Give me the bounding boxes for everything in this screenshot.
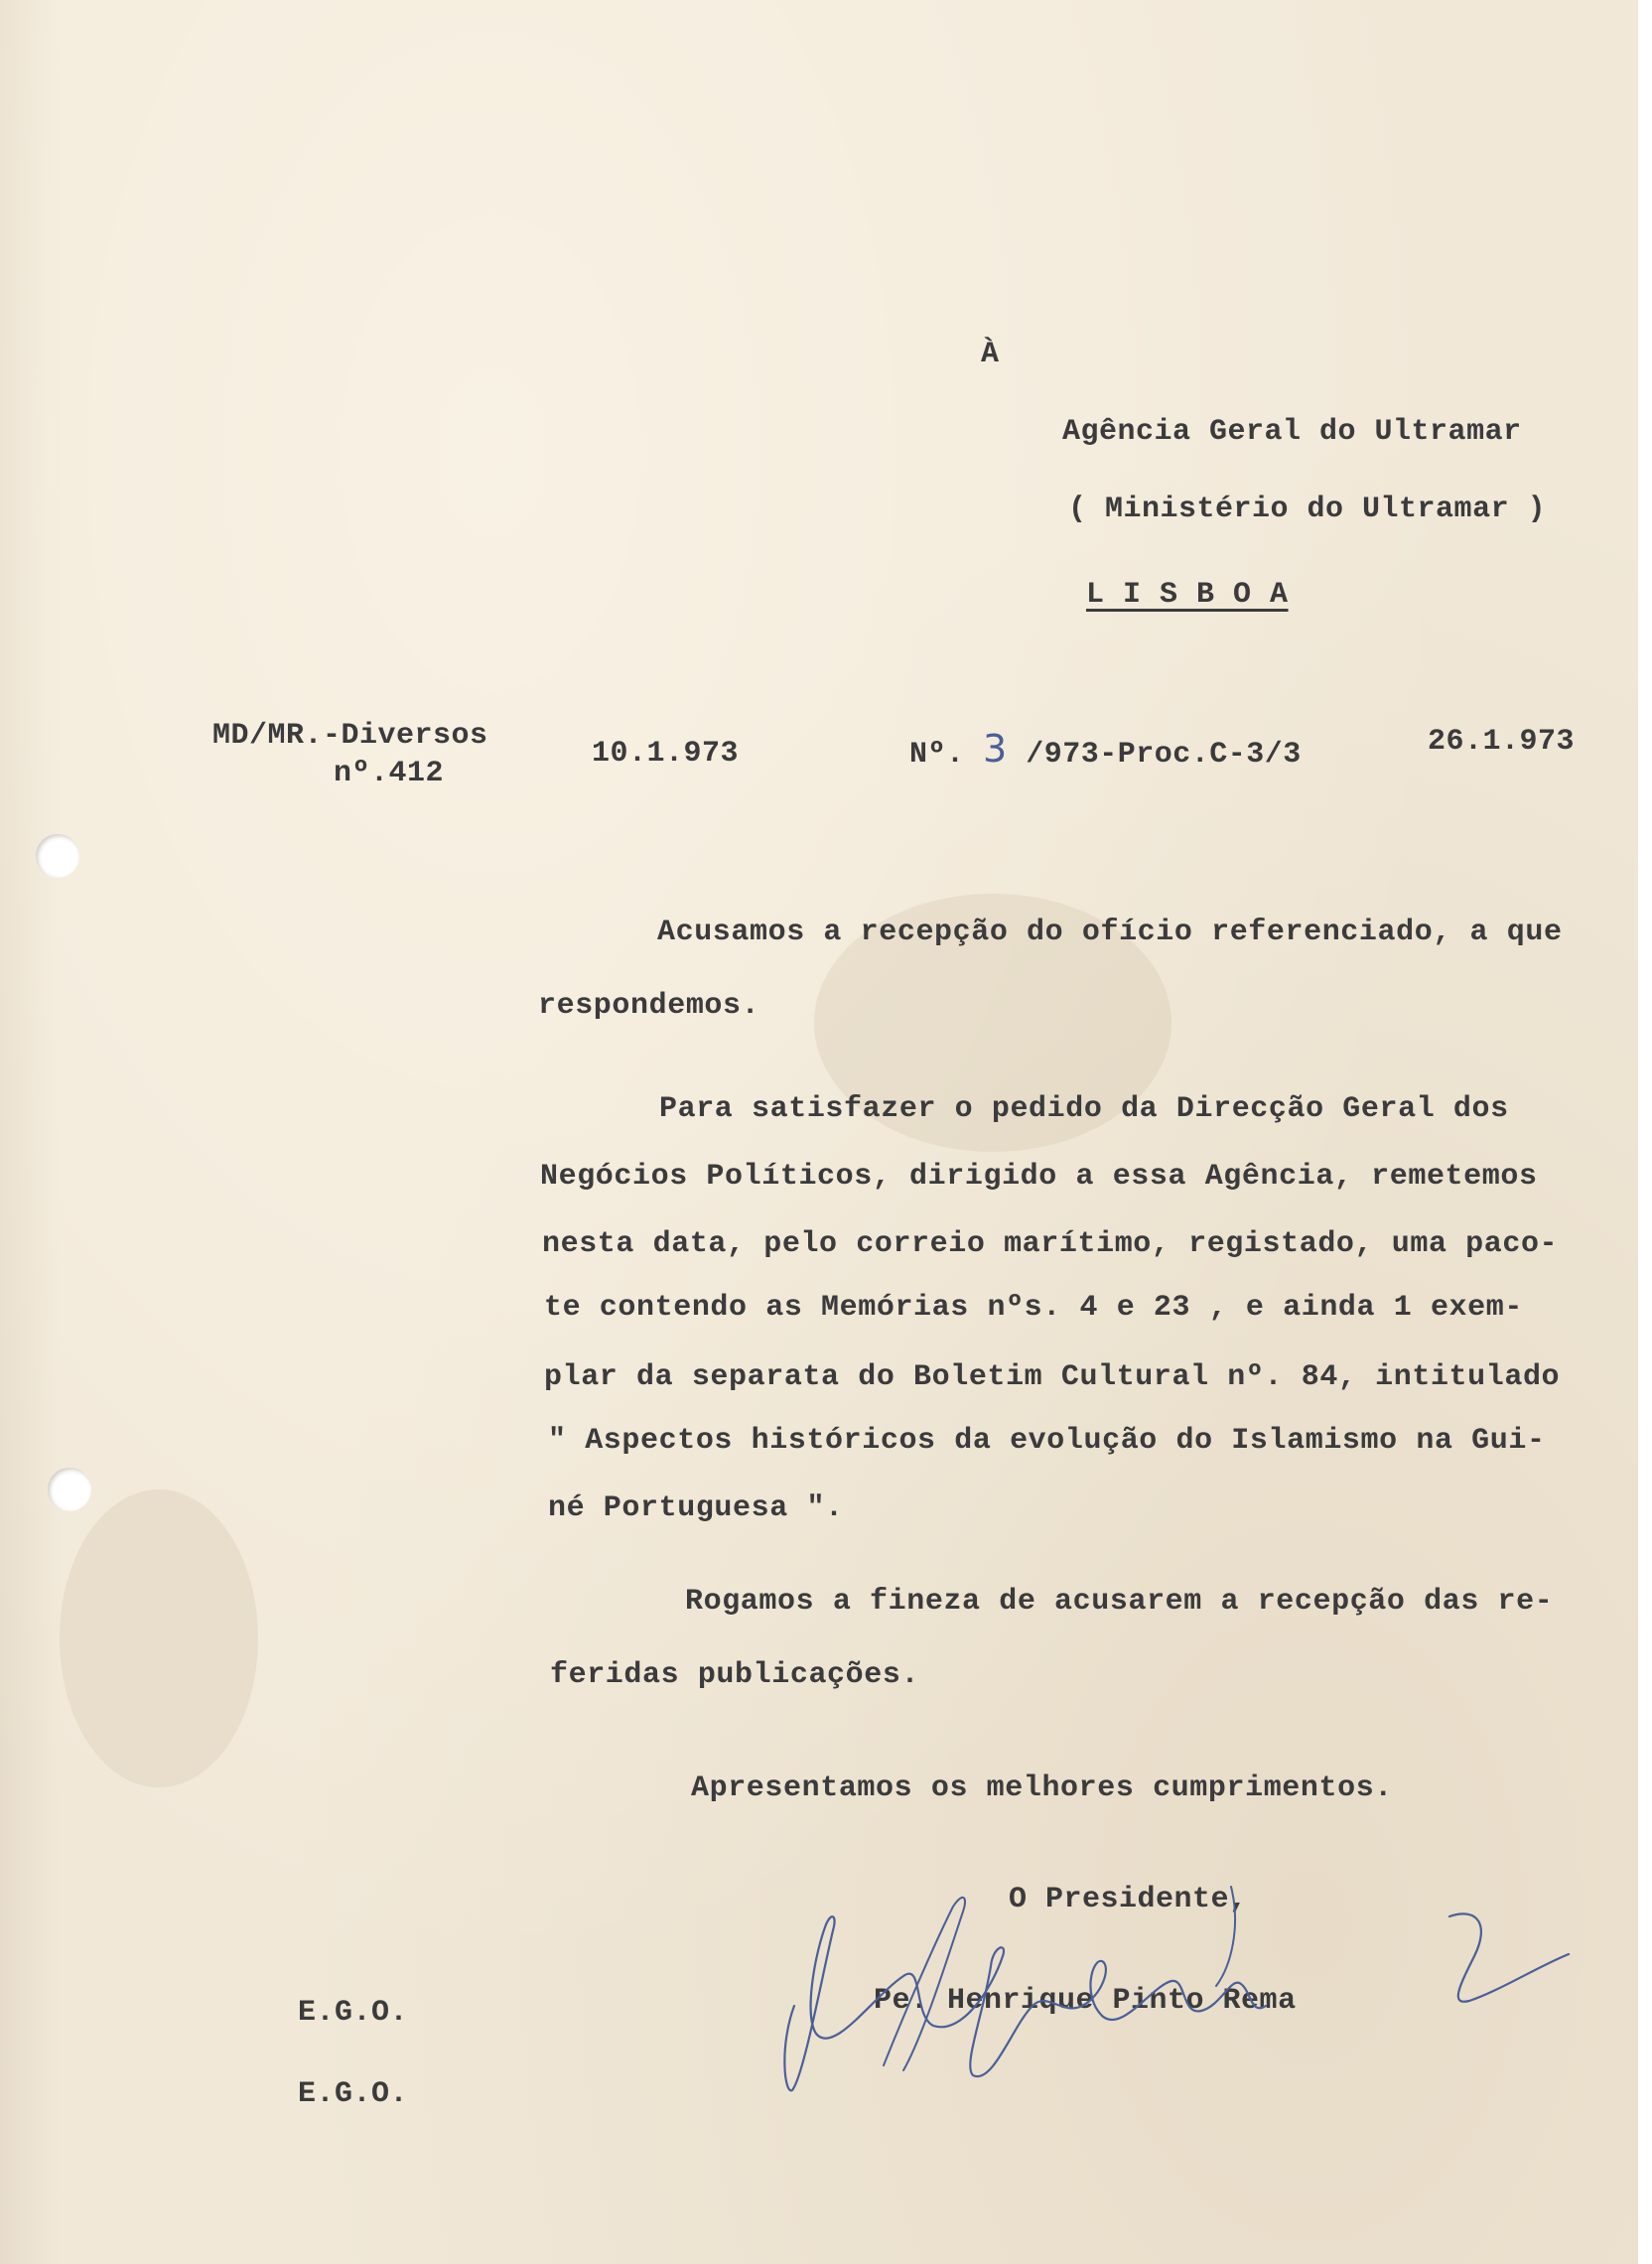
closing-line: Apresentamos os melhores cumprimentos.: [691, 1771, 1393, 1805]
our-reference-number: 3: [983, 727, 1008, 771]
body-line: " Aspectos históricos da evolução do Islamismo na Gui-: [548, 1424, 1546, 1458]
body-line: feridas publicações.: [550, 1658, 920, 1692]
our-date: 26.1.973: [1428, 725, 1576, 759]
body-line: né Portuguesa ".: [548, 1491, 844, 1525]
our-reference-prefix: Nº.: [909, 738, 965, 772]
body-line: respondemos.: [538, 989, 760, 1023]
addressee-prefix: À: [981, 338, 1000, 371]
punch-hole-top: [36, 834, 79, 878]
handwritten-signature: [764, 1867, 1598, 2125]
body-line: te contendo as Memórias nºs. 4 e 23 , e ainda 1 exem-: [544, 1291, 1523, 1325]
our-reference: [909, 727, 1302, 772]
your-date: 10.1.973: [592, 737, 740, 771]
signatory-name: Pe. Henrique Pinto Rema: [874, 1984, 1297, 2018]
your-reference-line1: MD/MR.-Diversos: [212, 719, 488, 753]
punch-hole-bottom: [48, 1468, 91, 1511]
addressee-city: L I S B O A: [1086, 578, 1289, 612]
addressee-line2: ( Ministério do Ultramar ): [1068, 493, 1547, 526]
body-line: Para satisfazer o pedido da Direcção Geral dos: [659, 1092, 1509, 1126]
initials-line2: E.G.O.: [298, 2077, 409, 2111]
body-line: Acusamos a recepção do ofício referenciado, a que: [657, 916, 1563, 949]
body-line: Rogamos a fineza de acusarem a recepção das re-: [685, 1585, 1554, 1619]
our-reference-suffix: /973-Proc.C-3/3: [1026, 738, 1302, 772]
body-line: Negócios Políticos, dirigido a essa Agência, remetemos: [540, 1160, 1538, 1194]
initials-line1: E.G.O.: [298, 1996, 409, 2030]
addressee-line1: Agência Geral do Ultramar: [1062, 415, 1522, 449]
body-line: nesta data, pelo correio marítimo, registado, uma paco-: [542, 1227, 1559, 1261]
signatory-title: O Presidente,: [1009, 1883, 1248, 1916]
page-edge: [1638, 0, 1652, 2264]
your-reference-line2: nº.412: [334, 757, 445, 790]
paper-stain: [60, 1489, 258, 1787]
body-line: plar da separata do Boletim Cultural nº. 84, intitulado: [544, 1360, 1561, 1394]
